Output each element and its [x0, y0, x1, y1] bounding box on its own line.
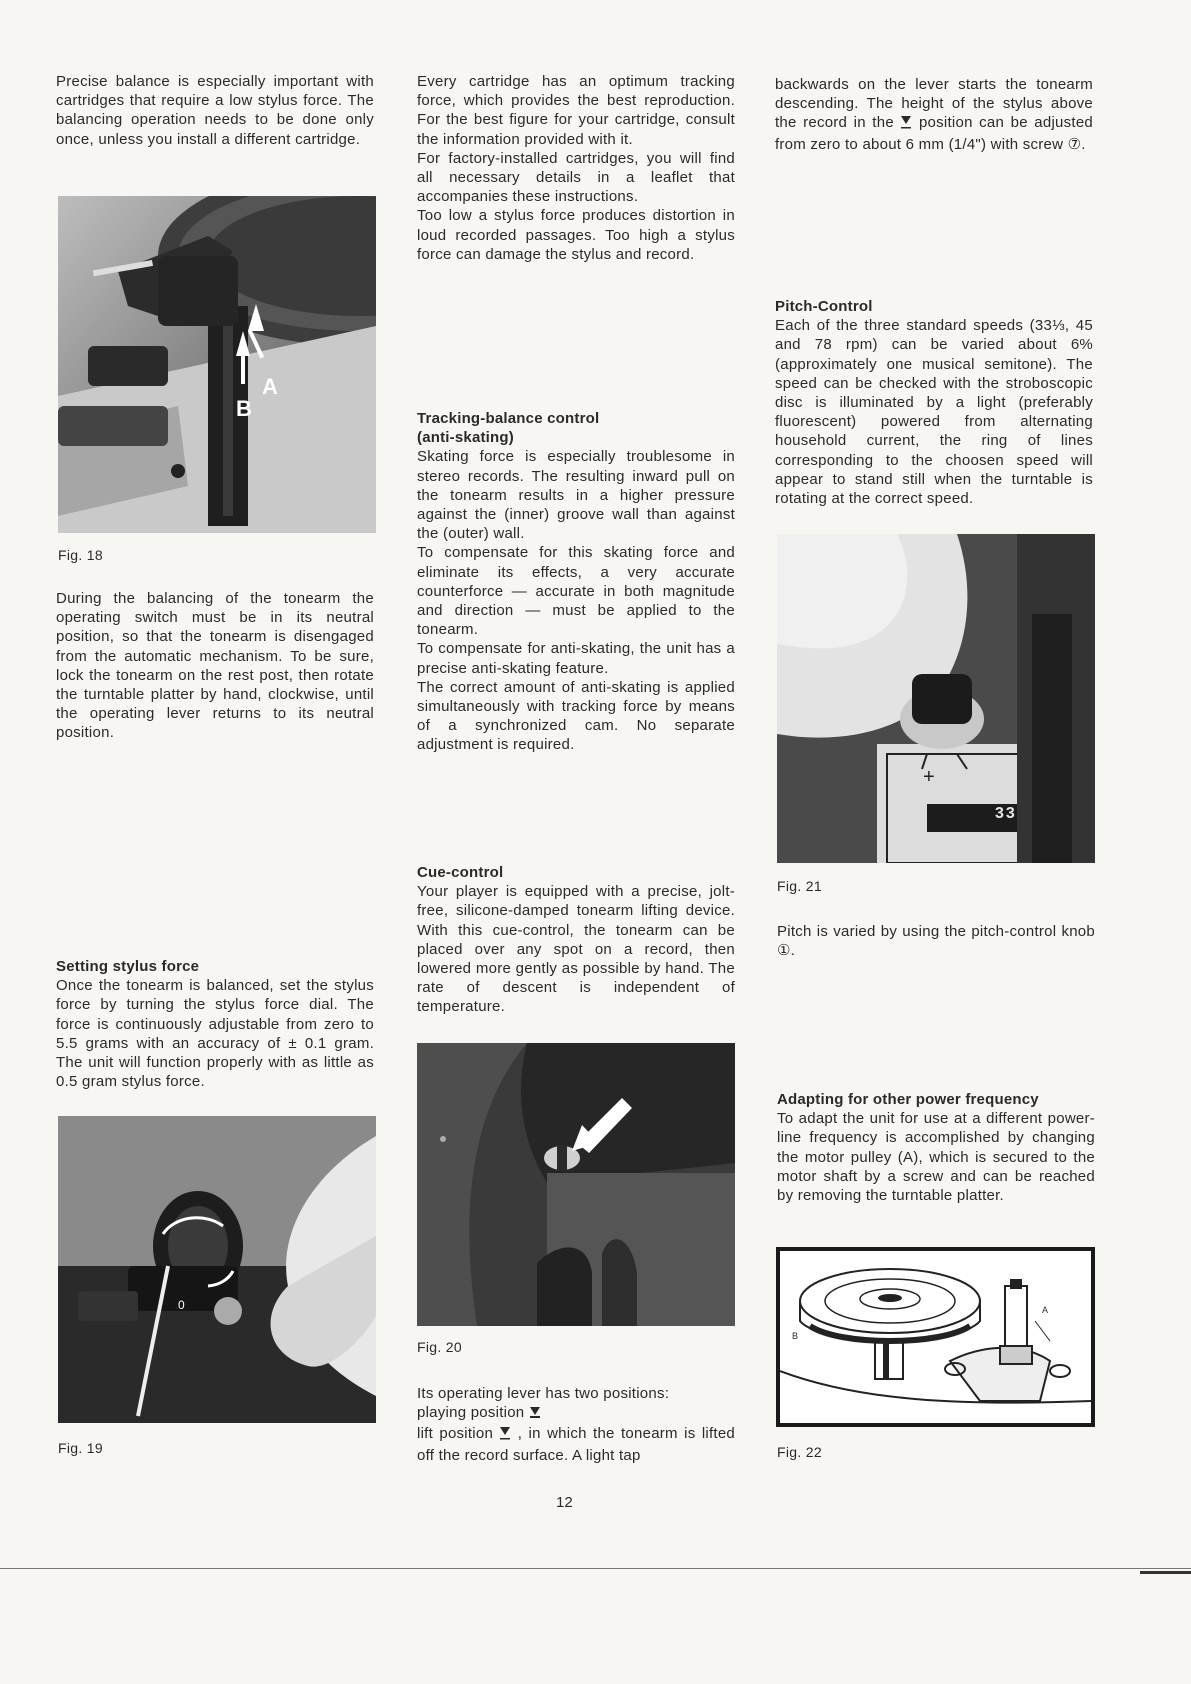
fig-20-caption: Fig. 20 — [417, 1339, 462, 1355]
antiskate-paragraph-4: The correct amount of anti-skating is applied simultaneously with tracking force by means of a synchronized cam. No separate adjustment is required. — [417, 678, 735, 754]
stylus-height-position-icon — [900, 115, 912, 134]
continuation-text-b: position can be adjusted from zero to about 6 mm (1/4") with screw ⑦. — [775, 114, 1094, 153]
tracking-paragraph-3: Too low a stylus force produces distortion in loud recorded passages. Too high a stylus force can damage the stylus and record. — [417, 207, 735, 263]
lever-line-2 — [417, 1403, 735, 1424]
pitch-heading: Pitch-Control — [775, 298, 873, 315]
column-middle — [417, 72, 735, 264]
antiskate-paragraph-1: Skating force is especially troublesome in stereo records. The resulting inward pull on the tonearm results in a higher pressure against the (inner) groove wall than against the (outer) wall. — [417, 448, 735, 543]
pitch-knob-paragraph: Pitch is varied by using the pitch-control knob ①. — [777, 923, 1095, 960]
fig-18-caption: Fig. 18 — [58, 547, 103, 563]
lever-line-3 — [417, 1424, 735, 1464]
intro-paragraph: Precise balance is especially important with cartridges that require a low stylus force. The balancing operation needs to be done only once, unless you install a different cartridge. — [56, 73, 374, 148]
continuation-paragraph — [775, 75, 1093, 154]
power-section — [777, 1090, 1095, 1205]
playing-position-icon — [529, 1405, 541, 1424]
stylus-section — [56, 957, 374, 1091]
lever-section — [417, 1384, 735, 1465]
lever-line-1: Its operating lever has two positions: — [417, 1385, 670, 1402]
fig-19-caption: Fig. 19 — [58, 1440, 103, 1456]
fig-22-caption: Fig. 22 — [777, 1444, 822, 1460]
column-right — [775, 75, 1093, 154]
antiskate-paragraph-2: To compensate for this skating force and eliminate its effects, a very accurate counterforce — accurate in both magnitude and direction — must be applied to the tonearm. — [417, 544, 735, 639]
bottom-rule-edge — [1140, 1571, 1191, 1574]
stylus-heading: Setting stylus force — [56, 958, 200, 975]
continuation-text-a: backwards on the lever starts the tonearm descending. The height of the stylus above the record in the — [775, 76, 1093, 132]
pitch-section — [775, 297, 1093, 508]
balancing-paragraph: During the balancing of the tonearm the operating switch must be in its neutral position, so that the tonearm is disengaged from the automatic mechanism. To be sure, lock the tonearm on the rest post, then rotate the turntable platter by hand, clockwise, until the operating lever returns to its neutral position. — [56, 590, 374, 742]
column-left-2 — [56, 589, 374, 743]
tracking-paragraph-1: Every cartridge has an optimum tracking force, which provides the best reproduction. For the best figure for your cartridge, consult the information provided with it. — [417, 73, 735, 148]
cue-heading: Cue-control — [417, 864, 504, 881]
fig-21-caption: Fig. 21 — [777, 878, 822, 894]
page-number: 12 — [556, 1494, 573, 1511]
playing-position-text: playing position — [417, 1404, 525, 1422]
power-paragraph: To adapt the unit for use at a different power-line frequency is accomplished by changing the motor pulley (A), which is secured to the motor shaft by a screw and can be reached by removing the turntable platter. — [777, 1110, 1095, 1205]
fig-22-label-a: A — [1042, 1305, 1049, 1315]
column-left — [56, 72, 374, 149]
cue-section — [417, 863, 735, 1017]
fig-18-label-a: A — [262, 374, 278, 399]
fig-22-label-b: B — [792, 1331, 799, 1341]
stylus-paragraph: Once the tonearm is balanced, set the stylus force by turning the stylus force dial. The force is continuously adjustable from zero to 5.5 grams with an accuracy of ± 0.1 gram. The unit will function properly with as little as 0.5 gram stylus force. — [56, 977, 374, 1091]
tracking-paragraph-2: For factory-installed cartridges, you will find all necessary details in a leaflet that accompanies these instructions. — [417, 149, 735, 206]
antiskate-section — [417, 409, 735, 755]
fig-18-photo — [58, 196, 376, 533]
lift-position-description: , in which the tonearm is lifted off the record surface. A light tap — [417, 1425, 735, 1464]
lift-position-icon — [499, 1426, 511, 1445]
fig-21-plus-mark: + — [923, 766, 935, 788]
fig-19-dial-mark: 0 — [178, 1298, 185, 1312]
fig-22-diagram — [776, 1247, 1095, 1427]
antiskate-paragraph-3: To compensate for anti-skating, the unit has a precise anti-skating feature. — [417, 640, 735, 677]
fig-21-photo — [777, 534, 1095, 863]
pitch-paragraph: Each of the three standard speeds (33⅓, 45 and 78 rpm) can be varied about 6% (approximately one musical semitone). The speed can be checked with the stroboscopic disc is illuminated by a light (preferably fluorescent) powered from alternating household current, the ring of lines corresponding to the choosen speed will appear to stand still when the turntable is rotating at the correct speed. — [775, 317, 1093, 508]
antiskate-heading-1: Tracking-balance control — [417, 410, 600, 427]
power-heading: Adapting for other power frequency — [777, 1091, 1039, 1108]
fig-19-photo — [58, 1116, 376, 1423]
fig-20-photo — [417, 1043, 735, 1326]
fig-21-speed-mark: 33 — [995, 805, 1017, 822]
fig-18-label-b: B — [236, 396, 252, 421]
lift-position-text: lift position — [417, 1425, 494, 1443]
antiskate-heading-2: (anti-skating) — [417, 429, 514, 447]
pitch-knob-section — [777, 922, 1095, 960]
cue-paragraph: Your player is equipped with a precise, jolt-free, silicone-damped tonearm lifting device. With this cue-control, the tonearm can be placed over any spot on a record, then lowered more gently as possible by hand. The rate of descent is independent of temperature. — [417, 883, 735, 1016]
bottom-rule — [0, 1568, 1191, 1569]
